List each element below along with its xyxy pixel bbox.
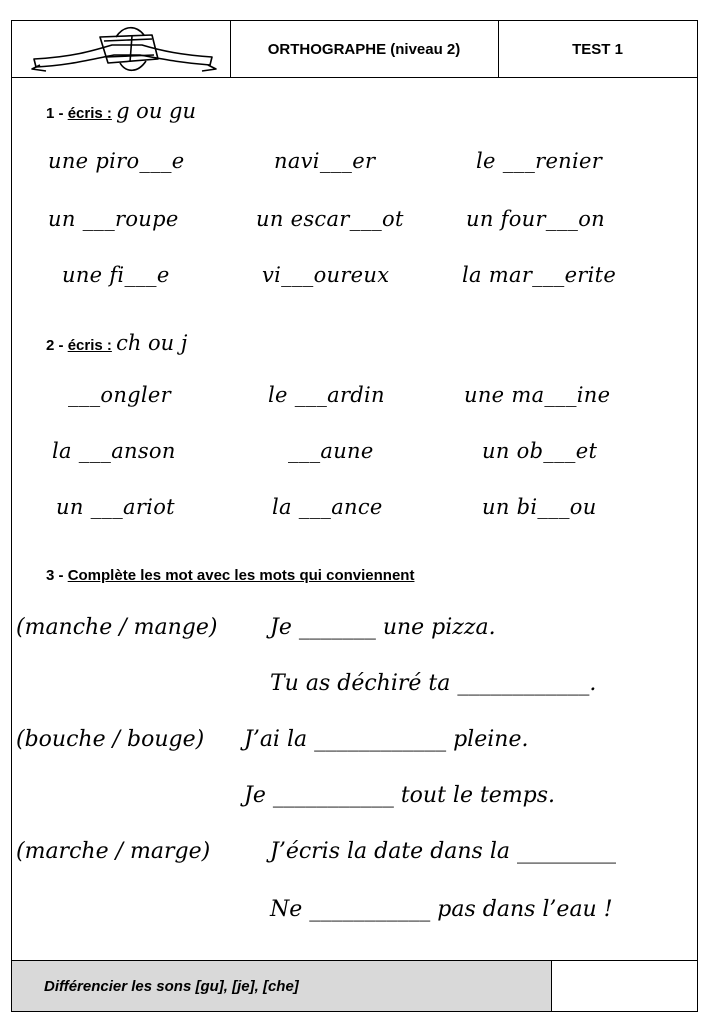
s2-word-1: ___ongler <box>68 383 171 407</box>
s2-word-2: le ___ardin <box>268 383 385 407</box>
s1-word-6: un four___on <box>466 207 605 231</box>
section2-number: 2 - <box>46 337 68 354</box>
s1-word-1: une piro___e <box>48 149 185 173</box>
s3-choice-3: (marche / marge) <box>16 839 211 864</box>
s1-word-8: vi___oureux <box>262 263 390 287</box>
s3-sentence-1b: Tu as déchiré ta ____________. <box>270 671 597 696</box>
s1-word-3: le ___renier <box>476 149 603 173</box>
s2-word-8: la ___ance <box>272 495 383 519</box>
s2-word-7: un ___ariot <box>56 495 175 519</box>
section2-options: ch ou j <box>116 331 188 355</box>
s3-choice-1: (manche / mange) <box>16 615 218 640</box>
s2-word-5: ___aune <box>288 439 374 463</box>
s2-word-9: un bi___ou <box>482 495 597 519</box>
s2-word-3: une ma___ine <box>464 383 611 407</box>
footer <box>12 960 697 1011</box>
section3-heading <box>46 567 414 584</box>
s2-word-6: un ob___et <box>482 439 598 463</box>
section2-verb: écris : <box>67 337 112 354</box>
section3-number: 3 - <box>46 567 68 584</box>
s3-choice-2: (bouche / bouge) <box>16 727 205 752</box>
s1-word-4: un ___roupe <box>48 207 179 231</box>
section2-heading <box>46 331 187 355</box>
s1-word-9: la mar___erite <box>462 263 617 287</box>
section3-instruction: Complète les mot avec les mots qui conviennent <box>67 567 415 584</box>
s3-sentence-2a: J’ai la ____________ pleine. <box>244 727 529 752</box>
karate-belt-icon <box>12 21 228 77</box>
footer-score-box <box>552 961 697 1011</box>
s3-sentence-1a: Je _______ une pizza. <box>270 615 496 640</box>
worksheet-title: ORTHOGRAPHE (niveau 2) <box>230 21 499 77</box>
test-label: TEST 1 <box>572 40 623 58</box>
s1-word-5: un escar___ot <box>256 207 404 231</box>
logo-cell <box>12 21 231 77</box>
s3-sentence-3a: J’écris la date dans la _________ <box>270 839 616 864</box>
footer-objective: Différencier les sons [gu], [je], [che] <box>12 961 552 1011</box>
s2-word-4: la ___anson <box>52 439 176 463</box>
section1-number: 1 - <box>46 105 68 122</box>
section1-verb: écris : <box>67 105 112 122</box>
worksheet <box>11 20 698 1012</box>
s1-word-2: navi___er <box>274 149 376 173</box>
section1-heading <box>46 99 196 123</box>
header <box>12 21 697 78</box>
section1-options: g ou gu <box>116 99 196 123</box>
s1-word-7: une fi___e <box>62 263 170 287</box>
s3-sentence-2b: Je ___________ tout le temps. <box>244 783 556 808</box>
s3-sentence-3b: Ne ___________ pas dans l’eau ! <box>270 897 613 922</box>
